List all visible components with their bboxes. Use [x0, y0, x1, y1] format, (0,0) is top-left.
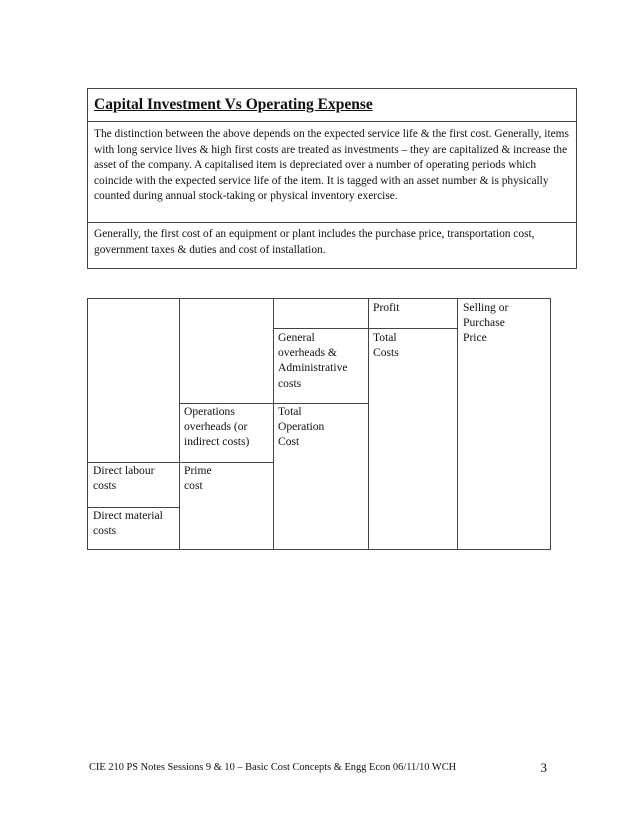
cost-structure-table	[87, 298, 551, 550]
cell-selling-price: Selling or Purchase Price	[463, 301, 509, 345]
cell-general-overheads: General overheads & Administrative costs	[278, 331, 348, 390]
capital-vs-operating-box	[87, 88, 577, 269]
paragraph-2: Generally, the first cost of an equipment or plant includes the purchase price, transportation cost, government taxes & duties and cost of installation.	[94, 228, 535, 256]
cell-direct-material: Direct material costs	[93, 509, 163, 538]
cell-direct-labour: Direct labour costs	[93, 464, 155, 493]
cell-prime-cost: Prime cost	[184, 464, 212, 493]
grid-line	[273, 328, 457, 329]
footer-text: CIE 210 PS Notes Sessions 9 & 10 – Basic Cost Concepts & Engg Econ 06/11/10 WCH	[89, 762, 457, 773]
page-footer	[89, 762, 547, 776]
grid-line	[457, 299, 458, 549]
section-title-row	[88, 89, 576, 122]
grid-line	[368, 299, 369, 549]
cell-profit: Profit	[373, 301, 400, 314]
section-title: Capital Investment Vs Operating Expense	[94, 96, 373, 113]
cell-total-operation-cost: Total Operation Cost	[278, 405, 325, 449]
paragraph-1: The distinction between the above depends on the expected service life & the first cost. Generally, items with long service lives & high first costs are treated as investments – they are capitalized & increase the asset of the company. A capitalised item is depreciated over a number of operating periods which coincide with the expected service life of the item. It is tagged with an asset number & is physically counted during annual stock-taking or physical inventory exercise.	[88, 122, 576, 223]
page-number: 3	[540, 760, 547, 775]
cell-total-costs: Total Costs	[373, 331, 399, 360]
grid-line	[273, 299, 274, 549]
cell-operations-overheads: Operations overheads (or indirect costs)	[184, 405, 250, 449]
grid-line	[179, 299, 180, 549]
